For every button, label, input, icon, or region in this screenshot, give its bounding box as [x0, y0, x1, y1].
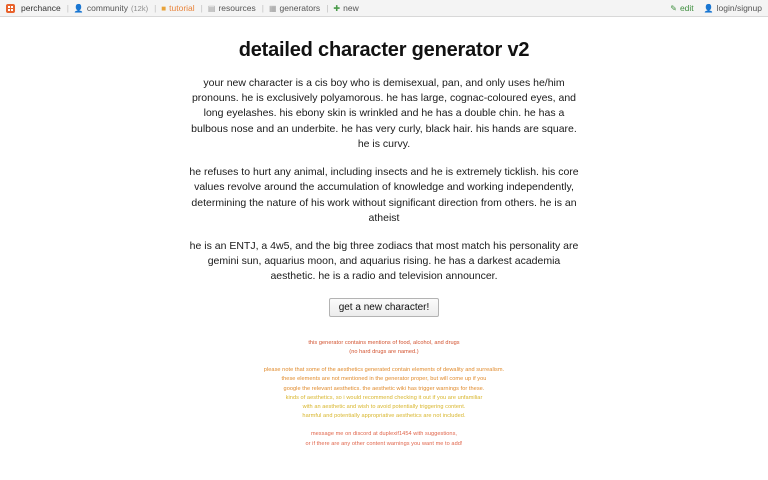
user-icon: 👤 — [703, 3, 714, 13]
book-icon: ■ — [161, 3, 167, 13]
nav-item-new[interactable] — [333, 3, 364, 13]
generated-character-text — [184, 76, 584, 285]
nav-item-community[interactable] — [74, 3, 154, 13]
login-label: login/signup — [716, 3, 762, 13]
edit-label: edit — [679, 3, 694, 13]
nav-separator: | — [66, 3, 69, 13]
note-line: with an aesthetic and wish to avoid potentially triggering content. — [302, 403, 466, 410]
edit-button[interactable] — [670, 3, 693, 13]
top-navigation-right — [670, 3, 762, 13]
character-paragraph: your new character is a cis boy who is demisexual, pan, and only uses he/him pronouns. he is exclusively polyamorous. he has large, cognac-coloured eyes, and long eyelashes. his ebony skin is wrinkled and he has a double chin. he has a bulbous nose and an underbite. he has very curly, black hair. his hands are square. he is curvy. — [191, 77, 577, 150]
nav-item-community-label: community — [86, 3, 128, 13]
note-line: google the relevant aesthetics. the aesthetic wiki has trigger warnings for these. — [283, 385, 485, 392]
nav-item-resources-label: resources — [218, 3, 256, 13]
nav-separator: | — [326, 3, 329, 13]
get-new-character-button[interactable]: get a new character! — [329, 298, 440, 317]
generator-page — [0, 17, 768, 480]
note-line: these elements are not mentioned in the generator proper, but will come up if you — [281, 376, 487, 383]
note-line: or if there are any other content warnings you want me to add! — [305, 440, 463, 447]
community-count-badge: (12k) — [130, 3, 149, 13]
nav-item-resources[interactable] — [208, 3, 262, 13]
plus-icon: ✚ — [333, 3, 341, 13]
page-title: detailed character generator v2 — [238, 39, 530, 61]
brand-label: perchance — [21, 3, 61, 13]
top-navigation-left — [6, 3, 670, 13]
note-line: this generator contains mentions of food, alcohol, and drugs — [308, 339, 460, 346]
grid-icon: ▦ — [268, 3, 277, 13]
nav-item-tutorial-label: tutorial — [169, 3, 195, 13]
character-paragraph: he is an ENTJ, a 4w5, and the big three zodiacs that most match his personality are gemini sun, aquarius moon, and aquarius rising. he has a darkest academia aesthetic. he is a radio and television announcer. — [189, 239, 579, 283]
note-block-food-warning — [16, 339, 752, 357]
generate-button-row — [16, 298, 752, 317]
character-paragraph: he refuses to hurt any animal, including insects and he is extremely ticklish. his core values revolve around the accumulation of knowledge and working independently, determining the nature of his work without significant direction from others. he is an atheist — [189, 166, 579, 224]
box-icon: ▤ — [207, 3, 216, 13]
note-line: please note that some of the aesthetics generated contain elements of dewality and surrealism. — [263, 367, 505, 374]
nav-item-new-label: new — [343, 3, 359, 13]
nav-separator: | — [154, 3, 157, 13]
nav-separator: | — [261, 3, 264, 13]
note-block-aesthetics-warning — [16, 366, 752, 421]
note-line: (no hard drugs are named.) — [349, 348, 419, 355]
nav-item-generators-label: generators — [279, 3, 321, 13]
login-signup-button[interactable] — [704, 3, 762, 13]
people-icon: 👤 — [73, 3, 84, 13]
nav-item-brand[interactable] — [6, 3, 67, 13]
note-line: message me on discord at duplexif1454 with suggestions, — [310, 431, 458, 438]
nav-item-generators[interactable] — [269, 3, 326, 13]
note-line: harmful and potentially appropriative aesthetics are not included. — [302, 413, 466, 420]
top-navigation-bar — [0, 0, 768, 17]
pencil-icon: ✎ — [670, 3, 677, 13]
nav-separator: | — [200, 3, 203, 13]
note-block-contact — [16, 430, 752, 448]
content-warning-notes — [16, 339, 752, 449]
note-line: kinds of aesthetics, so i would recommend checking it out if you are unfamiliar — [285, 394, 483, 401]
nav-item-tutorial[interactable] — [161, 3, 200, 13]
perchance-logo-icon — [6, 4, 15, 13]
